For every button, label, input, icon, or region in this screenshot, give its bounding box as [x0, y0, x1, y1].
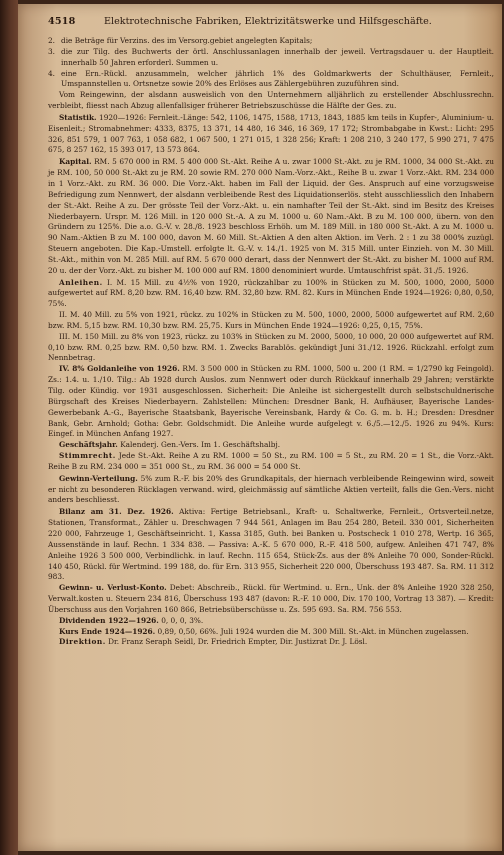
- section-heading: Direktion.: [59, 637, 106, 647]
- section-heading: Statistik.: [59, 112, 97, 122]
- list-item-number: 4.: [48, 68, 56, 78]
- section-bilanz: [48, 507, 494, 583]
- section-text: Debet: Abschreib., Rückl. für Wertmind. u. Ern., Unk. der 8% Anleihe 1920 328 250, Verwalt.kosten u. Steuern 234 816, Überschuss 193 487 (davon: R.-F. 10 000, Div. 170 100, Vortrag 13 387). — Kredit: Überschuss aus den Vorjahren 160 866, Betriebsüberschüsse u. Zs. 595 693. Sa. RM. 756 553.: [48, 583, 494, 614]
- section-stimmrecht: [48, 451, 494, 473]
- list-item-text: die zur Tilg. des Buchwerts der örtl. Anschlussanlagen innerhalb der jeweil. Vertragsdauer u. der Hauptleit. innerhalb 50 Jahren erforderl. Summen u.: [61, 46, 494, 67]
- list-item: [48, 36, 494, 47]
- section-anleihe-ii: [48, 310, 494, 332]
- section-text: Jede St.-Akt. Reihe A zu RM. 1000 = 50 St., zu RM. 100 = 5 St., zu RM. 20 = 1 St., die Vorz.-Akt. Reihe B zu RM. 234 000 = 351 000 St., zu RM. 36 000 = 54 000 St.: [48, 451, 494, 471]
- intro-paragraph: Vom Reingewinn, der alsdann ausweislich von den Unternehmern alljährlich zu erstellender Abschlussrechn. verbleibt, fliesst nach Abzug allenfallsiger früherer Betriebszuschüsse die Hälfte der Ges. zu.: [48, 90, 494, 111]
- list-item-number: 2.: [48, 36, 56, 45]
- list-item: [48, 47, 494, 69]
- section-text: 5% zum R.-F. bis 20% des Grundkapitals, der hiernach verbleibende Reingewinn wird, soweit er nicht zu besonderen Rücklagen verwand. wird, gleichmässig auf sämtliche Aktien verteilt, falls die Gen.-Vers. nicht anders beschliesst.: [48, 473, 494, 505]
- section-text: RM. 5 670 000 in RM. 5 400 000 St.-Akt. Reihe A u. zwar 1000 St.-Akt. zu je RM. 1000, 34 000 St.-Akt. zu je RM. 100, 50 000 St.-Akt zu je RM. 20 sowie RM. 270 000 Nam.-Vorz.-Akt., Reihe B u. zwar 1 Vorz.-Akt. RM. 234 000 in 1 Vorz.-Akt. zu RM. 36 000. Die Vorz.-Akt. haben im Fall der Liquid. der Ges. Anspruch auf eine vorzugsweise Befriedigung zum Nennwert, der alsdann verbleibende Rest des Liquidationserlös. steht ausschliesslich den Inhabern der St.-Akt. Reihe A zu. Der grösste Teil der Vorz.-Akt. u. ein namhafter Teil der St.-Akt. sind im Besitz des Kreises Niederbayern. Urspr. M. 126 Mill. in 120 000 St.-A. A zu M. 1000 u. 60 Nam.-Akt. B zu M. 100 000, übern. von den Gründern zu 125%. Die a.o. G.-V. v. 28./8. 1923 beschloss Erhöh. um M. 189 Mill. in 180 000 St.-Akt. A zu M. 1000 u. 90 Nam.-Aktien B zu M. 100 000, davon M. 60 Mill. St.-Aktien A den alten Aktion. im Verh. 2 : 1 zu 38 000% zuzügl. Steuern angeboten. Die Kap.-Umstell. erfolgte lt. G.-V. v. 14./1. 1925 von M. 315 Mill. unter Einzieh. von M. 30 Mill. St.-Akt., mithin von M. 285 Mill. auf RM. 5 670 000 derart, dass der Nennwert der St.-Akt. zu bisher M. 1000 auf RM. 20 u. der der Vorz.-Akt. zu bisher M. 100 000 auf RM. 1800 denominiert wurde. Umtauschfrist spät. 31./5. 1926.: [48, 157, 494, 275]
- list-item-text: die Beträge für Verzins. des im Versorg.gebiet angelegten Kapitals;: [61, 36, 313, 45]
- section-kapital: [48, 157, 494, 276]
- section-text: 0, 0, 0, 3%.: [161, 615, 204, 625]
- section-heading: Kapital.: [59, 157, 92, 167]
- running-header: [48, 15, 494, 29]
- section-gewinn-verteilung: [48, 474, 494, 507]
- book-page: [18, 4, 502, 851]
- section-heading: Gewinn- u. Verlust-Konto.: [59, 583, 167, 593]
- list-item-number: 3.: [48, 46, 56, 56]
- section-heading: Dividenden 1922—1926.: [59, 615, 159, 625]
- section-heading: Bilanz am 31. Dez. 1926.: [59, 507, 174, 517]
- section-anleihe-iii: [48, 332, 494, 365]
- section-heading: IV. 8% Goldanleihe von 1926.: [59, 364, 180, 374]
- section-text: 1920—1926: Fernleit.-Länge: 542, 1106, 1475, 1588, 1713, 1843, 1885 km teils in Kupfer-, Aluminium- u. Eisenleit.; Stromabnehmer: 4333, 8375, 13 371, 14 480, 16 346, 16 369, 17 172; Strombabgabe in Kwst.: Licht: 295 326, 851 579, 1 007 763, 1 058 682, 1 067 500, 1 271 015, 1 328 256; Kraft: 1 208 210, 3 240 177, 5 990 271, 7 475 675, 8 257 162, 15 393 017, 13 573 864.: [48, 112, 494, 155]
- section-text: RM. 3 500 000 in Stücken zu RM. 1000, 500 u. 200 (1 RM. = 1/2790 kg Feingold). Zs.: 1.4. u. 1./10. Tilg.: Ab 1928 durch Auslos. zum Nennwert oder durch Rückkauf innerhalb 29 Jahren; verstärkte Tilg. oder Kündig. vor 1931 ausgeschlossen. Sicherheit: Die Anleihe ist sichergestellt durch selbstschuldnerische Bürgschaft des Kreises Niederbayern. Zahlstellen: München: Dresdner Bank, H. Aufhäuser, Bayerische Landes-Gewerbebank A.-G., Bayerische Staatsbank, Bayerische Vereinsbank, Hardy & Co. G. m. b. H.; Dresden: Dresdner Bank, Gebr. Arnhold; Gotha: Gebr. Goldschmidt. Die Anleihe wurde aufgelegt v. 6./5.—12./5. 1926 zu 94%. Kurs: Eingef. in München Anfang 1927.: [48, 364, 494, 439]
- section-geschaeftsjahr: [48, 440, 494, 451]
- section-dividenden: [48, 616, 494, 627]
- section-statistik: [48, 113, 494, 156]
- section-text: III. M. 150 Mill. zu 8% von 1923, rückz. zu 103% in Stücken zu M. 2000, 5000, 10 000, 20 000 aufgewertet auf RM. 0,10 bzw. RM. 0,25 bzw. RM. 0,50 bzw. RM. 1. Zwecks Barablös. gekündigt Juni 31./12. 1926. Rückzahl. erfolgt zum Nennbetrag.: [48, 331, 494, 363]
- section-text: 0,89, 0,50, 66%. Juli 1924 wurden die M. 300 Mill. St.-Akt. in München zugelassen.: [157, 626, 469, 636]
- section-text: Aktiva: Fertige Betriebsanl., Kraft- u. Schaltwerke, Fernleit., Ortsverteil.netze, Stationen, Transformat., Zähler u. Dreschwagen 7 944 561, Anlagen im Bau 254 280, Beteil. 330 001, Sicherheiten 220 000, Fahrzeuge 1, Geschäftseinricht. 1, Kassa 3185, Guth. bei Banken u. Postscheck 1 010 278, Wertp. 16 365, Aussenstände in lauf. Rechn. 1 334 838. — Passiva: A.-K. 5 670 000, R.-F. 418 500, aufgew. Anleihen 471 747, 8% Anleihe 1926 3 500 000, Verbindlichk. in lauf. Rechn. 115 654, Stück-Zs. aus der 8% Anleihe 70 000, Sonder-Rückl. 140 450, Rückl. für Wertmind. 199 188, do. für Ern. 313 955, Sicherheit 220 000, Überschuss 193 487. Sa. RM. 11 312 983.: [48, 507, 494, 582]
- section-text: Dr. Franz Seraph Seidl, Dr. Friedrich Empter, Dir. Justizrat Dr. J. Lösl.: [108, 637, 368, 647]
- running-title: Elektrotechnische Fabriken, Elektrizitätswerke und Hilfsgeschäfte.: [104, 16, 432, 27]
- section-heading: Stimmrecht.: [59, 451, 116, 461]
- list-item: [48, 69, 494, 91]
- section-anleihen: [48, 278, 494, 311]
- page-body: [48, 36, 494, 648]
- section-direktion: [48, 637, 494, 648]
- section-heading: Anleihen.: [59, 277, 103, 287]
- section-text: Kalenderj. Gen.-Vers. Im 1. Geschäftshalbj.: [120, 440, 281, 450]
- list-item-text: eine Ern.-Rückl. anzusammeln, welcher jährlich 1% des Goldmarkwerts der Schulthäuser, Fernleit., Umspannstellen u. Ortsnetze sowie 20% des Erlöses aus Zählergebühren zuzuführen sind.: [61, 68, 494, 89]
- section-heading: Gewinn-Verteilung.: [59, 473, 138, 483]
- section-goldanleihe: [48, 364, 494, 440]
- section-heading: Kurs Ende 1924—1926.: [59, 626, 156, 636]
- section-kurs: [48, 627, 494, 638]
- section-text: I. M. 15 Mill. zu 4½% von 1920, rückzahlbar zu 100% in Stücken zu M. 500, 1000, 2000, 5000 aufgewertet auf RM. 8,20 bzw. RM. 16,40 bzw. RM. 32,80 bzw. RM. 82. Kurs in München Ende 1924—1926: 0,80, 0,50, 75%.: [48, 277, 494, 309]
- page-number: 4518: [48, 16, 76, 27]
- section-gewinn-verlust: [48, 583, 494, 616]
- book-spine-shadow: [0, 0, 18, 855]
- section-heading: Geschäftsjahr.: [59, 440, 118, 450]
- section-text: II. M. 40 Mill. zu 5% von 1921, rückz. zu 102% in Stücken zu M. 500, 1000, 2000, 5000 aufgewertet auf RM. 2,60 bzw. RM. 5,15 bzw. RM. 10,30 bzw. RM. 25,75. Kurs in München Ende 1924—1926: 0,25, 0,15, 75%.: [48, 310, 494, 330]
